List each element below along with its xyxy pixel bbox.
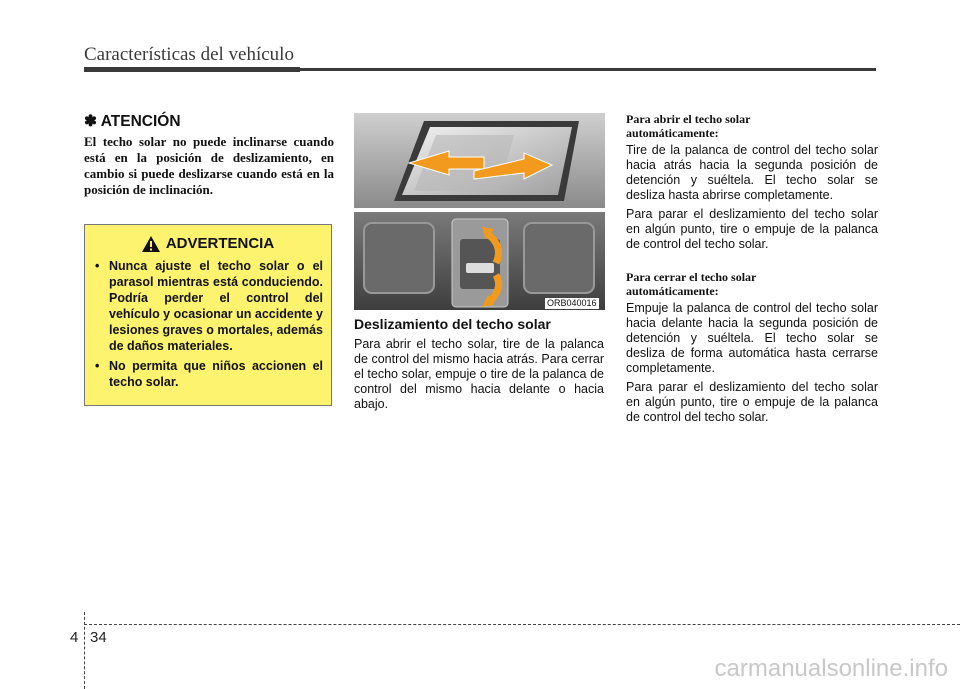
sunroof-illustration [354,113,605,310]
page-number: 34 [90,629,107,646]
auto-open-heading-line1: Para abrir el techo solar [626,112,751,126]
warning-item [93,358,323,390]
attention-block [84,112,334,198]
auto-close-paragraph-2: Para parar el deslizamiento del techo solar en algún punto, tire o empuje de la palanca de control del techo solar. [626,380,878,424]
section-body: Para abrir el techo solar, tire de la palanca de control del mismo hacia atrás. Para cerrar el techo solar, empuje o tire de la palanca de control del mismo hacia delante o hacia abajo. [354,337,604,411]
watermark: carmanualsonline.info [714,655,948,682]
auto-open-paragraph-2: Para parar el deslizamiento del techo solar en algún punto, tire o empuje de la palanca de control del techo solar. [626,207,878,251]
warning-item [93,258,323,354]
auto-open-heading-line2: automáticamente: [626,126,719,140]
sunroof-photo-graphic [354,113,605,310]
figure-caption: ORB040016 [547,298,597,308]
attention-body: El techo solar no puede inclinarse cuando está en la posición de deslizamiento, en cambio si puede deslizarse cuando está en la posición de inclinación. [84,134,334,197]
footer-vertical-rule [84,612,85,689]
auto-open-paragraph-1: Tire de la palanca de control del techo solar hacia atrás hacia la segunda posición de detención y suéltela. El techo solar se desliza hasta abrirse completamente. [626,143,878,202]
auto-open-heading [626,112,878,140]
slide-section [354,316,604,412]
bullet: • [95,359,100,373]
warning-triangle-icon [142,236,160,252]
footer-rule [84,624,960,625]
header-rule [84,68,876,71]
auto-instructions [626,112,878,429]
warning-list [93,258,323,390]
auto-close-heading [626,270,878,298]
warning-item-text: No permita que niños accionen el techo solar. [109,359,323,389]
warning-heading: ADVERTENCIA [165,235,275,252]
page-header-title: Características del vehículo [84,44,294,65]
auto-close-heading-line1: Para cerrar el techo solar [626,270,757,284]
warning-item-text: Nunca ajuste el techo solar o el parasol mientras está conduciendo. Podría perder el control del vehículo y ocasionar un accidente y lesiones graves o mortales, además de daños materiales. [109,259,323,353]
chapter-number: 4 [70,629,79,646]
auto-close-heading-line2: automáticamente: [626,284,719,298]
auto-close-paragraph-1: Empuje la palanca de control del techo solar hacia delante hacia la segunda posición de detención y suéltela. El techo solar se desliza de forma automática hasta cerrarse completamente. [626,301,878,375]
bullet: • [95,259,100,273]
warning-box [84,224,332,406]
warning-header [93,235,323,252]
section-title: Deslizamiento del techo solar [354,316,551,332]
attention-heading: ✽ ATENCIÓN [84,113,181,130]
